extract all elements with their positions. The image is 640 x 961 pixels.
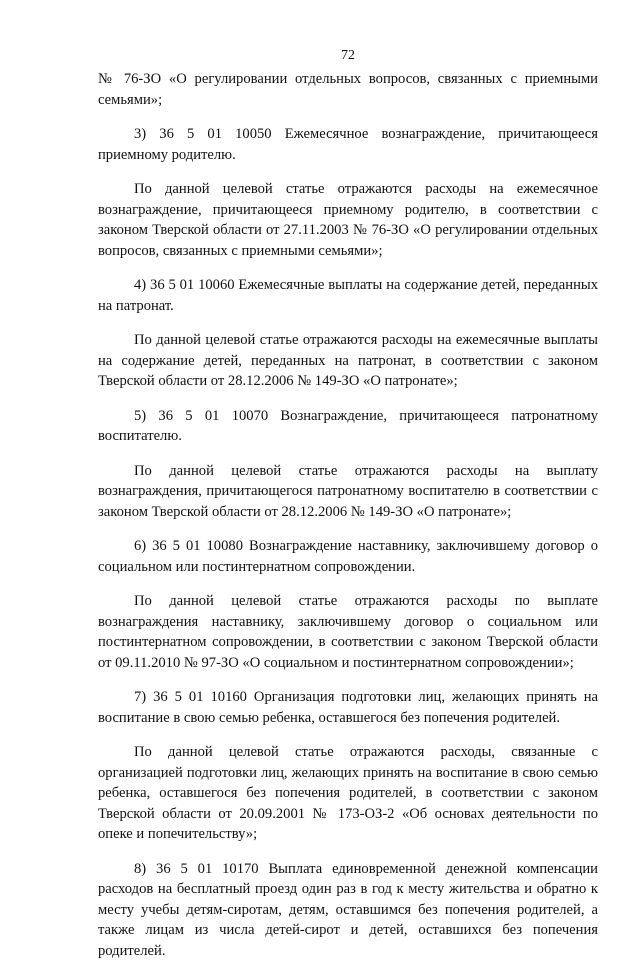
paragraph-description-7: По данной целевой статье отражаются расходы, связанные с организацией подготовки лиц, желающих принять на воспитание в свою семью ребенка, оставшегося без попечения родителей, в соответствии с законом Тверской области от 20.09.2001 № 173-ОЗ-2 «Об основах деятельности по опеке и попечительству»; [98,742,598,845]
paragraph-item-5: 5) 36 5 01 10070 Вознаграждение, причитающееся патронатному воспитателю. [98,406,598,447]
paragraph-description-4: По данной целевой статье отражаются расходы на ежемесячные выплаты на содержание детей, переданных на патронат, в соответствии с законом Тверской области от 28.12.2006 № 149-ЗО «О патронате»; [98,330,598,392]
paragraph-description-5: По данной целевой статье отражаются расходы на выплату вознаграждения, причитающегося патронатному воспитателю в соответствии с законом Тверской области от 28.12.2006 № 149-ЗО «О патронате»; [98,461,598,523]
page-number: 72 [98,48,598,64]
paragraph-item-6: 6) 36 5 01 10080 Вознаграждение наставнику, заключившему договор о социальном или постинтернатном сопровождении. [98,536,598,577]
paragraph-item-8: 8) 36 5 01 10170 Выплата единовременной денежной компенсации расходов на бесплатный проезд один раз в год к месту жительства и обратно к месту учебы детям-сиротам, детям, оставшимся без попечения родителей, а также лицам из числа детей-сирот и детей, оставшихся без попечения родителей. [98,859,598,961]
paragraph-continuation: № 76-ЗО «О регулировании отдельных вопросов, связанных с приемными семьями»; [98,69,598,110]
document-body [98,69,598,961]
paragraph-item-4: 4) 36 5 01 10060 Ежемесячные выплаты на содержание детей, переданных на патронат. [98,275,598,316]
paragraph-description-6: По данной целевой статье отражаются расходы по выплате вознаграждения наставнику, заключившему договор о социальном или постинтернатном сопровождении, в соответствии с законом Тверской области от 09.11.2010 № 97-ЗО «О социальном и постинтернатном сопровождении»; [98,591,598,673]
paragraph-item-3: 3) 36 5 01 10050 Ежемесячное вознаграждение, причитающееся приемному родителю. [98,124,598,165]
paragraph-item-7: 7) 36 5 01 10160 Организация подготовки лиц, желающих принять на воспитание в свою семью ребенка, оставшегося без попечения родителей. [98,687,598,728]
paragraph-description-3: По данной целевой статье отражаются расходы на ежемесячное вознаграждение, причитающееся приемному родителю, в соответствии с законом Тверской области от 27.11.2003 № 76-ЗО «О регулировании отдельных вопросов, связанных с приемными семьями»; [98,179,598,261]
